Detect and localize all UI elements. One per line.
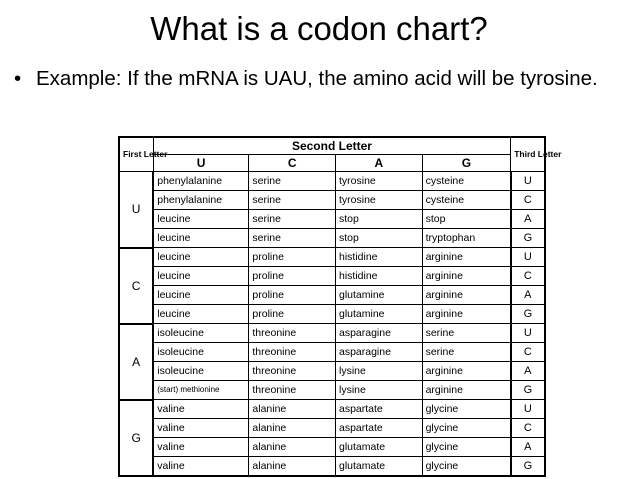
amino-acid-cell: alanine [249,400,336,419]
third-letter-cell: U [511,172,545,191]
amino-acid-cell: proline [249,248,336,267]
second-letter-header: Second Letter [153,137,510,155]
third-letter-cell: G [511,457,545,477]
third-letter-cell: G [511,381,545,400]
amino-acid-cell: histidine [335,248,422,267]
third-letter-cell: U [511,248,545,267]
table-row [119,267,545,286]
amino-acid-cell: serine [249,210,336,229]
table-row [119,400,545,419]
amino-acid-cell: arginine [422,362,511,381]
amino-acid-cell: glutamine [335,286,422,305]
table-row [119,343,545,362]
table-row [119,381,545,400]
amino-acid-cell: stop [335,229,422,248]
third-letter-cell: A [511,286,545,305]
amino-acid-cell: serine [249,229,336,248]
third-letter-cell: C [511,419,545,438]
amino-acid-cell: leucine [153,305,249,324]
third-letter-cell: G [511,305,545,324]
amino-acid-cell: serine [422,343,511,362]
amino-acid-cell: aspartate [335,400,422,419]
amino-acid-cell: lysine [335,362,422,381]
amino-acid-cell: glycine [422,419,511,438]
third-letter-cell: C [511,343,545,362]
bullet-icon: • [14,67,22,90]
amino-acid-cell: leucine [153,267,249,286]
table-row [119,210,545,229]
amino-acid-cell: asparagine [335,324,422,343]
amino-acid-cell: leucine [153,210,249,229]
first-letter-cell: A [119,324,153,400]
table-row [119,229,545,248]
amino-acid-cell: serine [249,172,336,191]
amino-acid-cell: valine [153,438,249,457]
third-letter-cell: C [511,191,545,210]
amino-acid-cell: cysteine [422,172,511,191]
amino-acid-cell: threonine [249,381,336,400]
amino-acid-cell: leucine [153,286,249,305]
amino-acid-cell: arginine [422,286,511,305]
amino-acid-cell: valine [153,457,249,477]
amino-acid-cell: alanine [249,457,336,477]
codon-table [118,136,562,477]
amino-acid-cell: aspartate [335,419,422,438]
table-row [119,305,545,324]
amino-acid-cell: glutamate [335,457,422,477]
amino-acid-cell: cysteine [422,191,511,210]
second-letter-column: C [249,155,336,172]
amino-acid-cell: asparagine [335,343,422,362]
table-row [119,324,545,343]
table-row [119,362,545,381]
table-row [119,457,545,477]
amino-acid-cell: glutamate [335,438,422,457]
amino-acid-cell: arginine [422,267,511,286]
amino-acid-cell: stop [335,210,422,229]
amino-acid-cell: lysine [335,381,422,400]
third-letter-header: Third Letter [511,137,545,172]
second-letter-column: U [153,155,249,172]
first-letter-cell: C [119,248,153,324]
amino-acid-cell: threonine [249,343,336,362]
amino-acid-cell: glutamine [335,305,422,324]
amino-acid-cell: valine [153,419,249,438]
first-letter-cell: U [119,172,153,248]
third-letter-cell: A [511,362,545,381]
amino-acid-cell: arginine [422,248,511,267]
table-row [119,172,545,191]
third-letter-cell: C [511,267,545,286]
table-row [119,419,545,438]
table-row [119,191,545,210]
amino-acid-cell: proline [249,267,336,286]
table-row [119,248,545,267]
amino-acid-cell: serine [422,324,511,343]
amino-acid-cell: serine [249,191,336,210]
amino-acid-cell: phenylalanine [153,172,249,191]
amino-acid-cell: proline [249,305,336,324]
amino-acid-cell: arginine [422,381,511,400]
amino-acid-cell: alanine [249,438,336,457]
amino-acid-cell: tryptophan [422,229,511,248]
first-letter-cell: G [119,400,153,477]
amino-acid-cell: valine [153,400,249,419]
first-letter-header: First Letter [119,137,153,172]
bullet-text: Example: If the mRNA is UAU, the amino acid will be tyrosine. [36,67,598,90]
amino-acid-cell: arginine [422,305,511,324]
amino-acid-cell: isoleucine [153,362,249,381]
second-letter-column: A [335,155,422,172]
third-letter-cell: U [511,324,545,343]
amino-acid-cell: proline [249,286,336,305]
second-letter-column: G [422,155,511,172]
third-letter-cell: U [511,400,545,419]
table-row [119,286,545,305]
amino-acid-cell: tyrosine [335,172,422,191]
amino-acid-cell: glycine [422,457,511,477]
third-letter-cell: A [511,438,545,457]
amino-acid-cell: threonine [249,324,336,343]
amino-acid-cell: glycine [422,438,511,457]
amino-acid-cell: tyrosine [335,191,422,210]
amino-acid-cell: threonine [249,362,336,381]
amino-acid-cell: isoleucine [153,324,249,343]
amino-acid-cell: histidine [335,267,422,286]
slide-title: What is a codon chart? [150,10,488,47]
third-letter-cell: G [511,229,545,248]
codon-table-body [119,172,545,477]
third-letter-cell: A [511,210,545,229]
amino-acid-cell: leucine [153,248,249,267]
amino-acid-cell: stop [422,210,511,229]
amino-acid-cell: (start) methionine [153,381,249,400]
amino-acid-cell: phenylalanine [153,191,249,210]
table-row [119,438,545,457]
amino-acid-cell: alanine [249,419,336,438]
bullet-point [14,64,629,93]
amino-acid-cell: leucine [153,229,249,248]
amino-acid-cell: isoleucine [153,343,249,362]
amino-acid-cell: glycine [422,400,511,419]
